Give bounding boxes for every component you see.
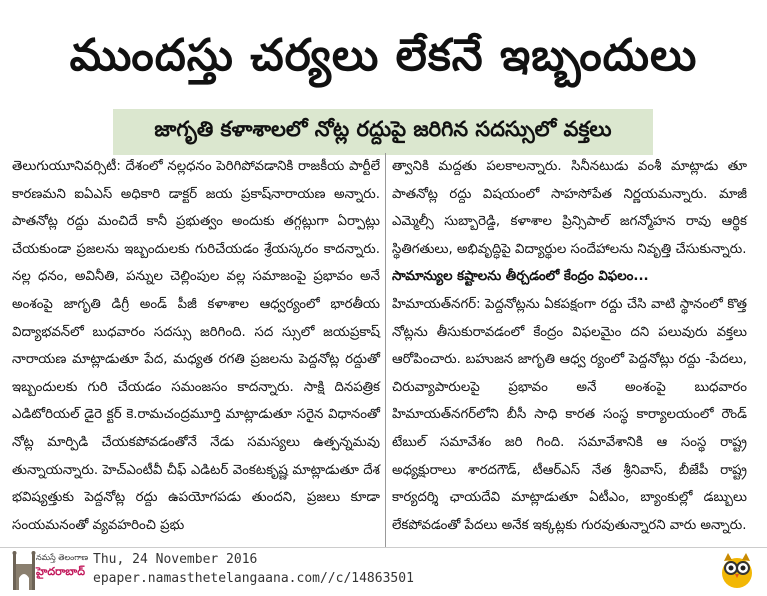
right-column-paragraph-1: త్వానికి మద్దతు పలకాలన్నారు. సినీనటుడు వంశీ మాట్లాడు తూ పాతనోట్ల రద్దు విషయంలో సాహసోపేత నిర్ణయమన్నారు. మాజీ ఎమ్మెల్సీ సుబ్బారెడ్డి, కళాశాల ప్రిన్సిపాల్ జగన్మోహన రావు ఆర్థిక స్థితిగతులు, అభివృద్ధిపై విద్యార్థుల సందేహాలను నివృత్తి చేసుకున్నారు.	[392, 159, 747, 257]
right-column	[392, 153, 747, 539]
article-subheadline	[113, 109, 653, 155]
right-column-subheading: సామాన్యుల కష్టాలను తీర్చడంలో కేంద్రం విఫలం...	[392, 269, 649, 285]
subheadline-text: జాగృతి కళాశాలలో నోట్ల రద్దుపై జరిగిన సదస్సులో వక్తలు	[154, 117, 612, 141]
article-headline: ముందస్తు చర్యలు లేకనే ఇబ్బందులు	[69, 30, 698, 81]
column-divider	[385, 153, 386, 548]
right-column-paragraph-2: హిమాయత్‌నగర్: పెద్దనోట్లను ఏకపక్షంగా రద్దు చేసి వాటి స్థానంలో కొత్త నోట్లను తీసుకురావడంలో కేంద్రం విఫలమైం దని పలువురు వక్తలు ఆరోపించారు. బహుజన జాగృతి ఆధ్వ ర్యంలో పెద్దనోట్లు రద్దు -పేదలు, చిరువ్యాపారులపై ప్రభావం అనే అంశంపై బుధవారం హిమాయత్‌నగర్‌లోని బీసీ సాధి కారత సంస్థ కార్యాలయంలో రౌండ్ టేబుల్ సమావేశం జరి గింది. సమావేశానికి ఆ సంస్థ రాష్ట్ర అధ్యక్షురాలు శారదగౌడ్, టీఆర్ఎస్ నేత శ్రీనివాస్, బీజేపీ రాష్ట్ర కార్యదర్శి ఛాయదేవి మాట్లాడుతూ ఏటీఎం, బ్యాంకుల్లో డబ్బులు లేకపోవడంతో పేదలు అనేక ఇక్కట్లకు గురవుతున్నారని వారు అన్నారు.	[392, 296, 747, 533]
left-column-text: తెలుగుయూనివర్సిటీ: దేశంలో నల్లధనం పెరిగిపోవడానికి రాజకీయ పార్టీలే కారణమని ఐఏఎస్ అధికారి డాక్టర్ జయ ప్రకాష్‌నారాయణ అన్నారు. పాతనోట్ల రద్దు మంచిదే కానీ ప్రభుత్వం అందుకు తగ్గట్లుగా ఏర్పాట్లు చేయకుండా ప్రజలను ఇబ్బందులకు గురిచేయడం శ్రేయస్కరం కాదన్నారు. నల్ల ధనం, అవినీతి, పన్నుల చెల్లింపుల వల్ల సమాజంపై ప్రభావం అనే అంశంపై జాగృతి డిగ్రీ అండ్ పీజీ కళాశాల ఆధ్వర్యంలో భారతీయ విద్యాభవన్‌లో బుధవారం సదస్సు జరిగింది. సద స్సులో జయప్రకాష్ నారాయణ మాట్లాడుతూ పేద, మధ్యత రగతి ప్రజలను పెద్దనోట్ల రద్దుతో ఇబ్బందులకు గురి చేయడం సమంజసం కాదన్నారు. సాక్షి దినపత్రిక ఎడిటోరియల్ డైరె క్టర్ కె.రామచంద్రమూర్తి మాట్లాడుతూ సరైన విధానంతో నోట్ల మార్పిడి చేయకపోవడంతోనే నేడు సమస్యలు ఉత్పన్నమవు తున్నాయన్నారు. హెచ్‌ఎంటీవీ చీఫ్ ఎడిటర్ వెంకటకృష్ణ మాట్లాడుతూ దేశ భవిష్యత్తుకు పెద్దనోట్ల రద్దు ఉపయోగపడు తుందని, ప్రజలు కూడా సంయమనంతో వ్యవహరించి ప్రభు	[12, 159, 380, 533]
publication-date: Thu, 24 November 2016	[93, 552, 258, 567]
logo-caption-main: హైదరాబాద్	[36, 565, 85, 578]
left-column	[12, 153, 380, 539]
logo-caption-top: నమస్తే తెలంగాణ	[36, 553, 89, 562]
owl-mascot-icon	[718, 549, 756, 589]
epaper-url[interactable]: epaper.namasthetelangaana.com//c/14863501	[93, 571, 414, 586]
